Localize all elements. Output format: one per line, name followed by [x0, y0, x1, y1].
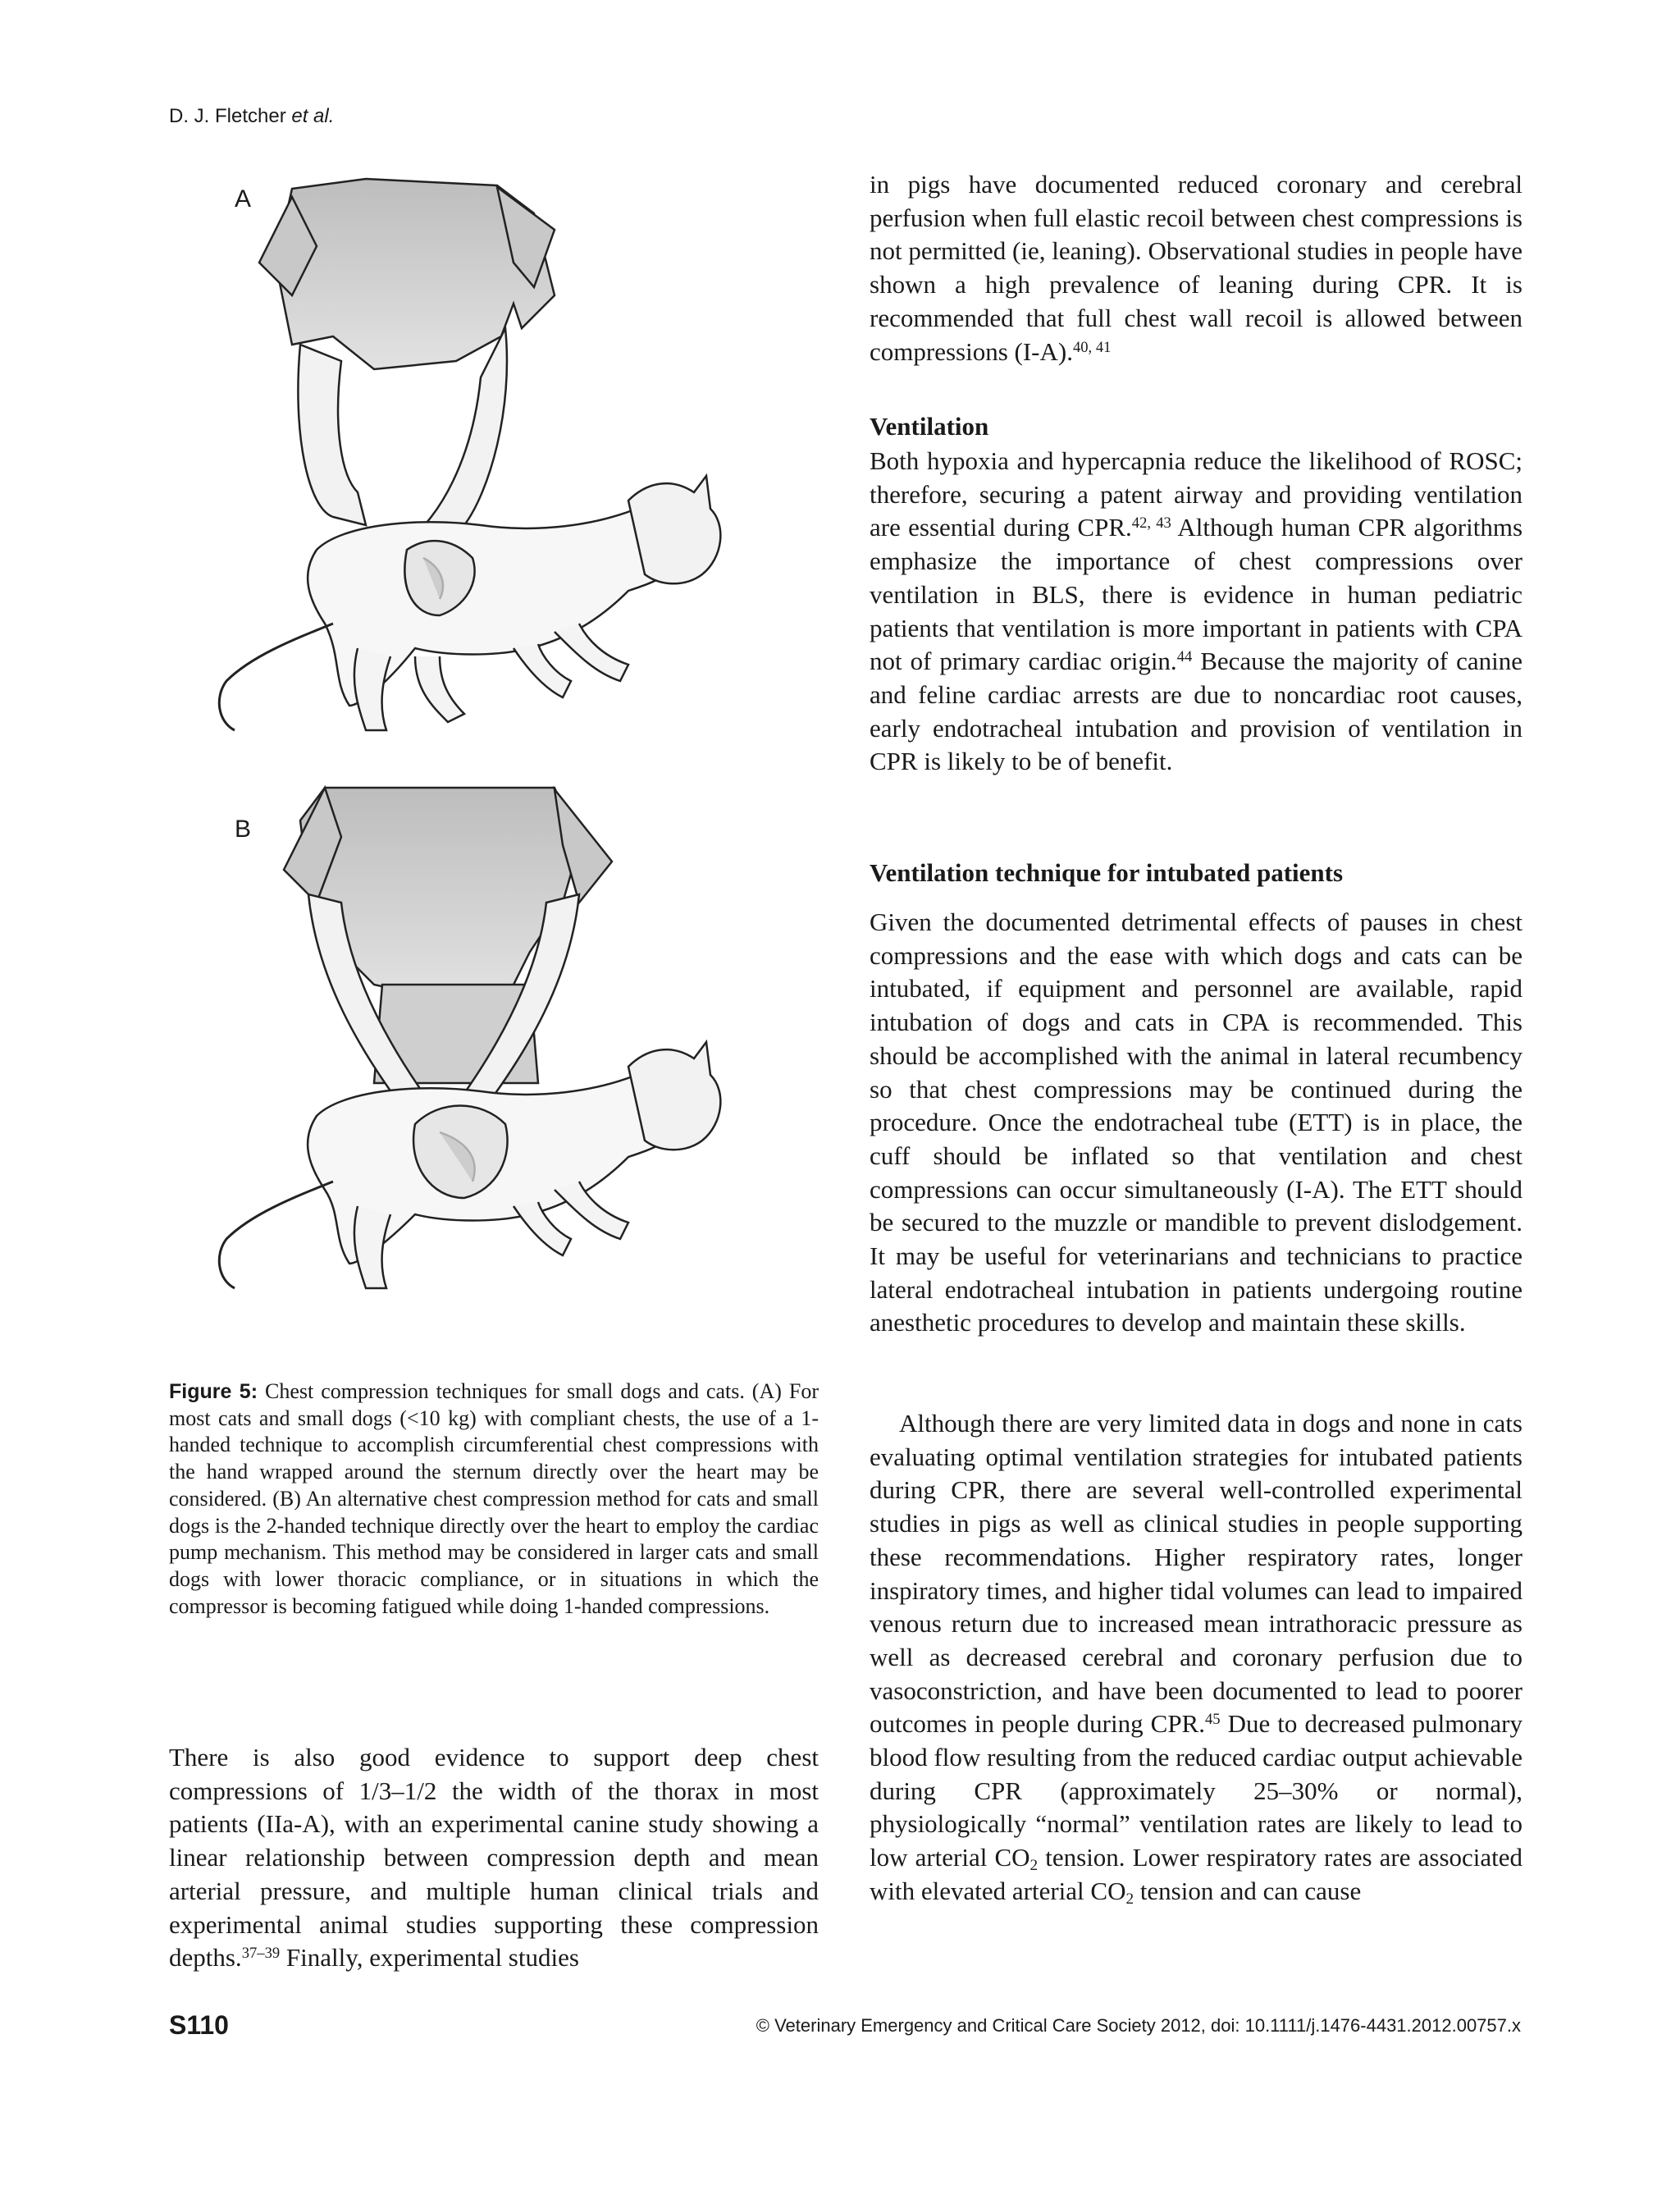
footer-copyright: © Veterinary Emergency and Critical Care Society 2012, doi: 10.1111/j.1476-4431.2012.00757.x: [756, 2015, 1521, 2036]
strategy-ref: 45: [1204, 1711, 1221, 1729]
ventilation-strategy-paragraph: [870, 1407, 1522, 1909]
strategy-text-d: tension and can cause: [1134, 1876, 1362, 1905]
figure-drawing: [169, 164, 819, 1346]
left-para-text: There is also good evidence to support deep chest compressions of 1/3–1/2 the width of the thorax in most patients (IIa-A), with an experimental canine study showing a linear relationship between compression depth and mean arterial pressure, and multiple human clinical trials and experimental animal studies supporting these compression depths.: [169, 1743, 819, 1973]
figure-5-illustration: [169, 164, 819, 1346]
ventilation-heading: Ventilation: [870, 412, 989, 441]
left-para-ref: 37–39: [241, 1945, 281, 1962]
strategy-sub-2: 2: [1125, 1890, 1134, 1908]
ventilation-paragraph: [870, 445, 1522, 779]
strategy-text-a: Although there are very limited data in dogs and none in cats evaluating optimal ventilation strategies for intubated patients during CPR, there are several well-controlled experimental studies in pigs as well as clinical studies in people supporting these recommendations. Higher respiratory rates, longer inspiratory times, and higher tidal volumes can lead to impaired venous return due to increased mean intrathoracic pressure as well as decreased cerebral and coronary perfusion due to vasoconstriction, and have been documented to lead to poorer outcomes in people during CPR.: [870, 1409, 1522, 1739]
recoil-ref: 40, 41: [1072, 338, 1112, 356]
figure-caption: [169, 1378, 819, 1620]
vent-text-c: Because the majority of canine and feline cardiac arrests are due to noncardiac root causes, early endotracheal intubation and provision of ventilation in CPR is likely to be of benefit.: [870, 647, 1522, 776]
panel-a-label: A: [235, 185, 252, 213]
running-head: [169, 105, 334, 128]
panel-a-drawing: [219, 179, 720, 730]
strategy-text-c: tension. Lower respiratory rates are associated with elevated arterial CO: [870, 1843, 1523, 1905]
page-number: S110: [169, 2010, 229, 2040]
panel-b-drawing: [219, 788, 720, 1288]
vent-ref-2: 44: [1176, 648, 1193, 665]
left-para-tail: Finally, experimental studies: [280, 1943, 579, 1973]
vent-text-b: Although human CPR algorithms emphasize the importance of chest compressions over ventilation in BLS, there is evidence in human pediatric patients that ventilation is more important in patients with CPA not of primary cardiac origin.: [870, 513, 1523, 676]
caption-text: Chest compression techniques for small dogs and cats. (A) For most cats and small dogs (<10 kg) with compliant chests, the use of a 1-handed technique to accomplish circumferential chest compressions with the hand wrapped around the sternum directly over the heart may be considered. (B) An alternative chest compression method for cats and small dogs is the 2-handed technique directly over the heart to employ the cardiac pump mechanism. This method may be considered in larger cats and small dogs with lower thoracic compliance, or in situations in which the compressor is becoming fatigued while doing 1-handed compressions.: [169, 1379, 819, 1618]
vent-ref-1: 42, 43: [1131, 514, 1171, 533]
intubation-paragraph: Given the documented detrimental effects of pauses in chest compressions and the ease with which dogs and cats can be intubated, if equipment and personnel are available, rapid intubation of dogs and cats in CPA is recommended. This should be accomplished with the animal in lateral recumbency so that chest compressions may be continued during the procedure. Once the endotracheal tube (ETT) is in place, the cuff should be inflated so that ventilation and chest compressions can occur simultaneously (I-A). The ETT should be secured to the muzzle or mandible to prevent dislodgement. It may be useful for veterinarians and technicians to practice lateral endotracheal intubation in patients undergoing routine anesthetic procedures to develop and maintain these skills.: [870, 907, 1522, 1337]
strategy-text-b: Due to decreased pulmonary blood flow resulting from the reduced cardiac output achievable during CPR (approximately 25–30% or normal), physiologically “normal” ventilation rates are likely to lead to low arterial CO: [870, 1709, 1522, 1872]
right-paragraph-recoil: [870, 168, 1522, 368]
recoil-text: in pigs have documented reduced coronary and cerebral perfusion when full elastic recoil between chest compressions is not permitted (ie, leaning). Observational studies in people have shown a high prevalence of leaning during CPR. It is recommended that full chest wall recoil is allowed between compressions (I-A).: [870, 170, 1522, 366]
left-paragraph-compression-depth: [169, 1741, 819, 1975]
panel-b-label: B: [235, 816, 252, 843]
running-head-etal: et al.: [291, 105, 335, 127]
intubated-technique-heading: Ventilation technique for intubated patients: [870, 858, 1344, 887]
caption-label: Figure 5:: [169, 1380, 258, 1403]
vent-text-a: Both hypoxia and hypercapnia reduce the likelihood of ROSC; therefore, securing a patent airway and providing ventilation are essential during CPR.: [870, 446, 1522, 542]
strategy-sub-1: 2: [1029, 1856, 1039, 1874]
running-head-authors: D. J. Fletcher: [169, 105, 286, 127]
